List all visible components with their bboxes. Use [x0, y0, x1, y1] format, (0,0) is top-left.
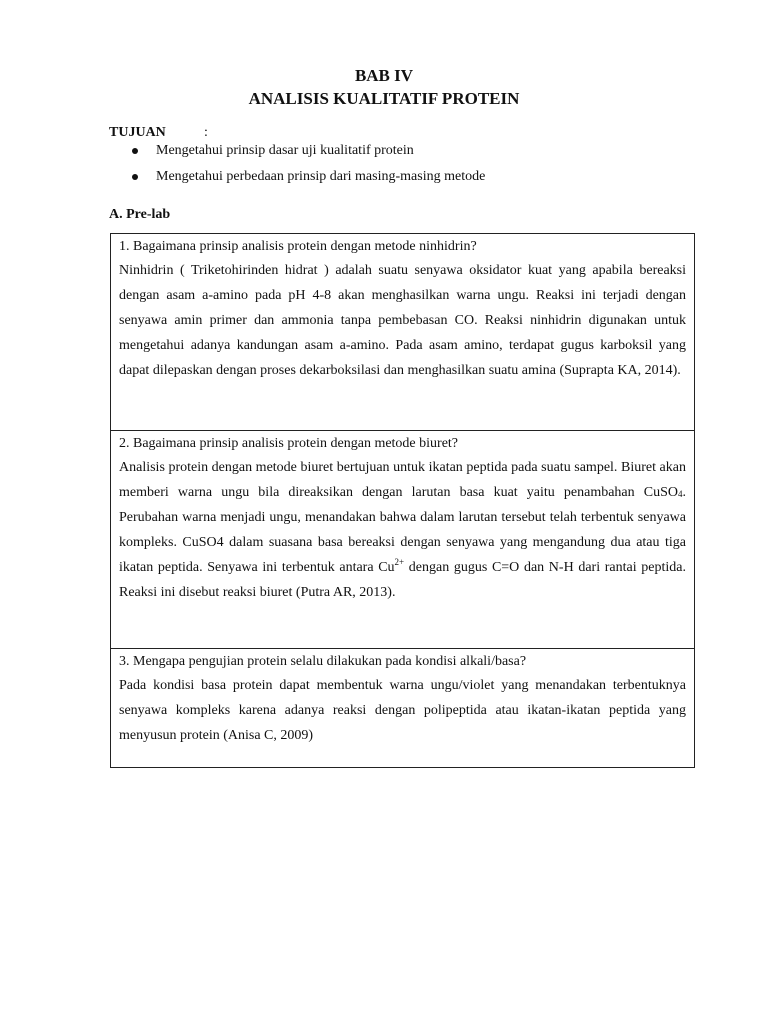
answer-text-part: . Perubahan warna menjadi ungu, menandakan bahwa dalam larutan tersebut telah terbentuk senyawa kompleks. CuSO4 dalam suasana basa bereaksi dengan senyawa yang mengandung dua atau tiga ikatan peptida. Senyawa ini terbentuk antara Cu — [119, 485, 686, 575]
prelab-cell-3 — [111, 649, 694, 767]
tujuan-colon: : — [204, 125, 208, 140]
answer-text: Ninhidrin ( Triketohirinden hidrat ) adalah suatu senyawa oksidator kuat yang apabila bereaksi dengan asam a-amino pada pH 4-8 akan menghasilkan warna ungu. Reaksi ini terjadi dengan senyawa amin primer dan ammonia tanpa pembebasan CO. Reaksi ninhidrin digunakan untuk mengetahui adanya kandungan asam a-amino. Pada asam amino, terdapat gugus karboksil yang dapat dilepaskan dengan proses dekarboksilasi dan menghasilkan suatu amina (Suprapta KA, 2014). — [119, 263, 686, 378]
prelab-cell-1 — [111, 234, 694, 431]
tujuan-label: TUJUAN — [109, 125, 166, 140]
bullet-icon — [132, 174, 138, 180]
question-text: 1. Bagaimana prinsip analisis protein dengan metode ninhidrin? — [119, 239, 477, 254]
answer-text — [119, 455, 686, 605]
tujuan-list — [130, 140, 485, 192]
answer-text-part: Analisis protein dengan metode biuret bertujuan untuk ikatan peptida pada suatu sampel. Biuret akan memberi warna ungu bila direaksikan dengan larutan basa kuat yaitu penambahan CuSO — [119, 460, 686, 500]
section-heading: A. Pre-lab — [109, 207, 171, 222]
tujuan-item-text: Mengetahui perbedaan prinsip dari masing-masing metode — [156, 169, 486, 184]
bullet-icon — [132, 148, 138, 154]
answer-text-part: dengan gugus C=O dan N-H dari rantai peptida. Reaksi ini disebut reaksi biuret (Putra AR, 2013). — [119, 560, 686, 600]
prelab-table — [110, 233, 695, 768]
page-title: ANALISIS KUALITATIF PROTEIN — [248, 89, 520, 108]
list-item — [130, 166, 485, 192]
list-item — [130, 140, 485, 166]
prelab-cell-2 — [111, 431, 694, 649]
question-text: 3. Mengapa pengujian protein selalu dilakukan pada kondisi alkali/basa? — [119, 654, 527, 669]
tujuan-item-text: Mengetahui prinsip dasar uji kualitatif protein — [156, 143, 414, 158]
subscript: 4 — [678, 489, 683, 499]
chapter-heading: BAB IV — [354, 66, 414, 85]
question-text: 2. Bagaimana prinsip analisis protein dengan metode biuret? — [119, 436, 459, 451]
answer-text: Pada kondisi basa protein dapat membentuk warna ungu/violet yang menandakan terbentuknya senyawa kompleks karena adanya reaksi dengan polipeptida atau ikatan-ikatan peptida yang menyusun protein (Anisa C, 2009) — [119, 678, 686, 743]
superscript: 2+ — [394, 557, 405, 567]
